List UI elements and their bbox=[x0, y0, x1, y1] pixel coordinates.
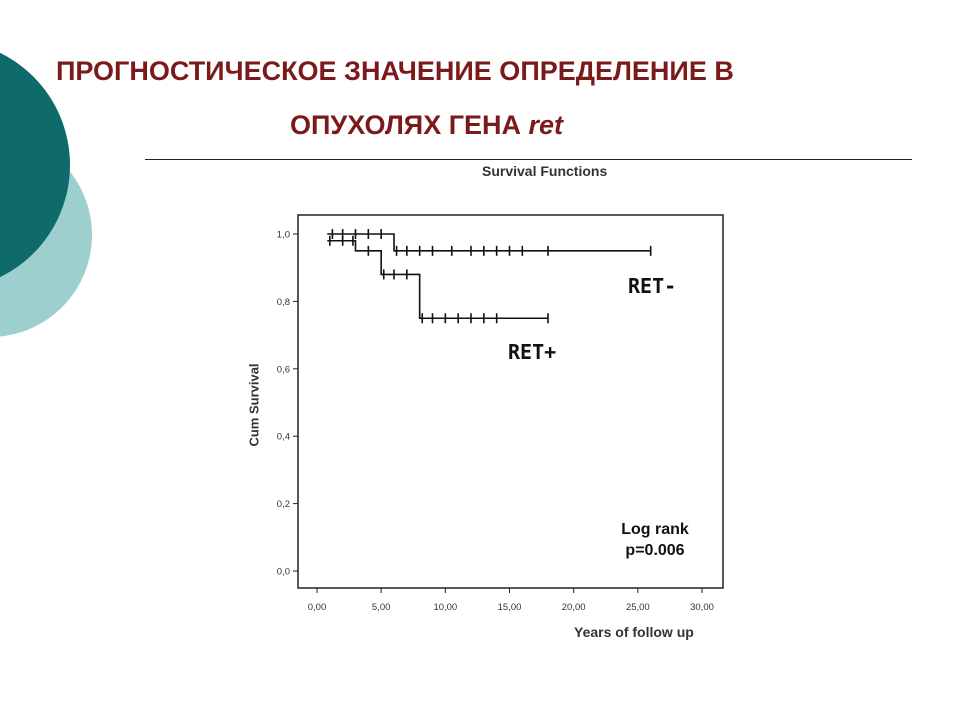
y-axis-label: Cum Survival bbox=[246, 363, 262, 447]
series-layer bbox=[327, 229, 650, 323]
x-tick-label: 20,00 bbox=[561, 602, 586, 613]
x-tick-label: 10,00 bbox=[433, 602, 458, 613]
survival-curve-ret-neg bbox=[327, 234, 650, 251]
annotation-line1: Log rank bbox=[621, 521, 689, 538]
x-tick-label: 30,00 bbox=[690, 602, 714, 613]
y-tick-label: 0,0 bbox=[276, 566, 290, 578]
slide-title-prefix: ОПУХОЛЯХ ГЕНА bbox=[290, 110, 529, 140]
series-label-ret-neg: RET- bbox=[628, 274, 677, 298]
y-tick-label: 0,6 bbox=[276, 364, 290, 376]
survival-curve-ret-pos bbox=[327, 241, 548, 319]
series-label-ret-pos: RET+ bbox=[508, 340, 557, 364]
slide-title-gene: ret bbox=[528, 110, 564, 140]
y-tick-label: 1,0 bbox=[276, 229, 290, 241]
x-tick-label: 5,00 bbox=[371, 602, 391, 613]
x-tick-label: 0,00 bbox=[307, 602, 327, 613]
y-tick-label: 0,2 bbox=[276, 499, 290, 511]
log-rank-annotation bbox=[600, 519, 710, 561]
y-tick-label: 0,8 bbox=[276, 296, 290, 308]
x-axis-label: Years of follow up bbox=[574, 624, 694, 640]
x-tick-label: 25,00 bbox=[625, 602, 650, 613]
x-tick-label: 15,00 bbox=[497, 602, 522, 613]
y-tick-label: 0,4 bbox=[276, 431, 290, 443]
chart-title: Survival Functions bbox=[482, 163, 608, 179]
annotation-line2: p=0.006 bbox=[625, 542, 685, 559]
slide-title-line1: ПРОГНОСТИЧЕСКОЕ ЗНАЧЕНИЕ ОПРЕДЕЛЕНИЕ В bbox=[56, 56, 734, 86]
